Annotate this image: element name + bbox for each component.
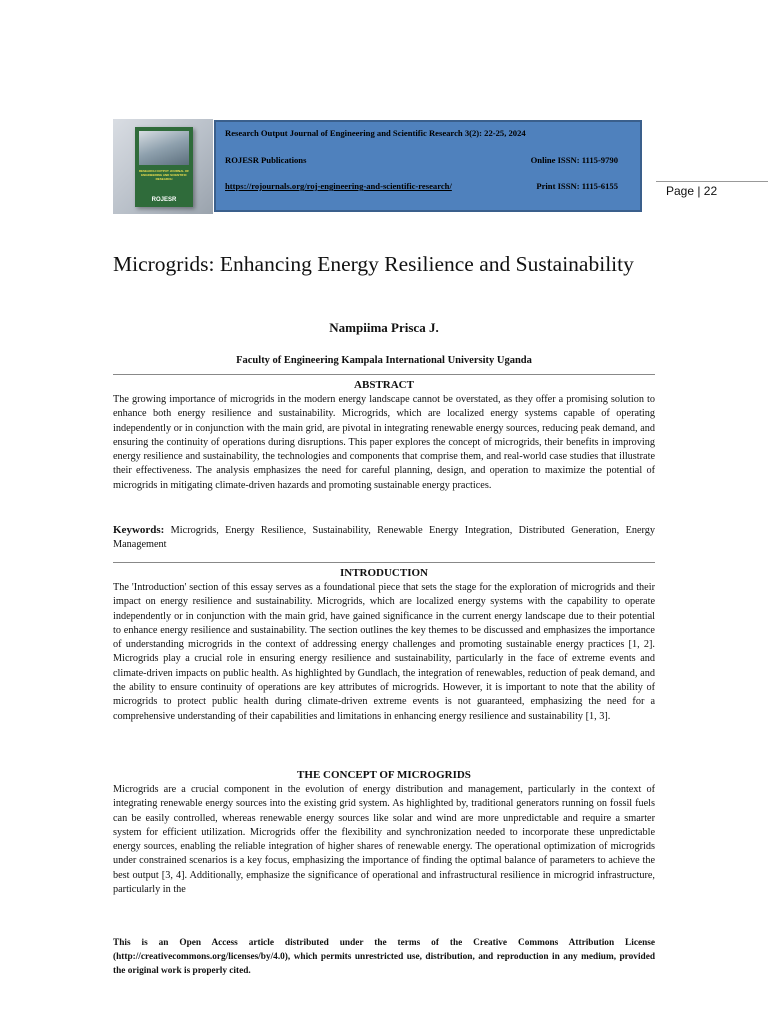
cover-title: RESEARCH OUTPUT JOURNAL OF ENGINEERING AND SCIENTIFIC RESEARCH [138,169,190,181]
paper-title: Microgrids: Enhancing Energy Resilience and Sustainability [113,252,634,276]
page-number: Page | 22 [666,184,718,198]
keywords-label: Keywords: [113,524,165,536]
journal-citation: Research Output Journal of Engineering and Scientific Research 3(2): 22-25, 2024 [225,128,526,138]
divider [113,374,655,375]
concept-heading: THE CONCEPT OF MICROGRIDS [297,769,471,781]
keywords-list: Microgrids, Energy Resilience, Sustainability, Renewable Energy Integration, Distributed Generation, Energy Management [113,525,655,551]
page-number-rule [656,181,768,182]
journal-banner [214,120,642,212]
publisher-name: ROJESR Publications [225,155,307,165]
cover-artwork [139,131,189,165]
cover-brand: ROJESR [151,197,177,203]
concept-body: Microgrids are a crucial component in the evolution of energy distribution and management, particularly in the context of integrating renewable energy sources into the existing grid system. As highlighted by, traditional generators running on fossil fuels can be easily controlled, whereas renewable energy sources like solar and wind are more unpredictable and require a smarter system for efficient utilization. Microgrids offer the flexibility and synchronization needed to incorporate these unpredictable energy sources, enabling the reliable integration of higher shares of renewable energy. The operational optimization of microgrids under constrained scenarios is a key focus, emphasizing the importance of finding the optimal balance of parameters to achieve the best output [3, 4]. Additionally, emphasize the significance of operational and infrastructural resilience in microgrid infrastructure, particularly in the [113,784,655,896]
print-issn: Print ISSN: 1115-6155 [536,181,618,191]
online-issn: Online ISSN: 1115-9790 [530,155,618,165]
abstract-body: The growing importance of microgrids in the modern energy landscape cannot be overstated, as they offer a promising solution to enhance both energy resilience and sustainability. Microgrids, which are localized energy systems capable of operating independently or in conjunction with the main grid, are pivotal in integrating renewable energy sources, reducing peak demand, and ensuring the continuity of operations during disruptions. This paper explores the concept of microgrids, their benefits in improving energy resilience and sustainability, the technologies and components that comprise them, and real-world case studies that illustrate their effectiveness. The analysis emphasizes the need for careful planning, design, and operation to maximize the potential of microgrids in mitigating climate-driven hazards and promoting sustainable energy practices. [113,394,655,491]
cover-book [135,127,193,207]
author-affiliation: Faculty of Engineering Kampala International University Uganda [236,355,532,366]
divider [113,562,655,563]
introduction-body: The 'Introduction' section of this essay serves as a foundational piece that sets the stage for the exploration of microgrids and their impact on energy resilience and sustainability. Microgrids, which are localized energy systems with the capability to operate independently or in conjunction with the main grid, have gained significance in the current energy landscape due to their potential to enhance energy resilience and sustainability. The section outlines the key themes to be discussed and emphasizes the importance of understanding microgrids in the context of addressing energy challenges and promoting sustainable energy practices [1, 2]. Microgrids play a crucial role in ensuring energy resilience and sustainability, particularly in the face of extreme events and climate-driven impacts on public health. As highlighted by Gundlach, the integration of renewables, reduction of peak demand, and the ability to ensure continuity of operations are key attributes of microgrids. However, it is important to note that the ability of microgrids to protect public health during climate-driven extreme events is not guaranteed, emphasizing the need for a comprehensive understanding of their capabilities and limitations in enhancing energy resilience and sustainability [1, 3]. [113,582,655,722]
journal-cover-image [113,119,213,214]
introduction-heading: INTRODUCTION [339,567,428,579]
license-notice: This is an Open Access article distributed under the terms of the Creative Commons Attribution License (http://creativecommons.org/licenses/by/4.0), which permits unrestricted use, distribution, and reproduction in any medium, provided the original work is properly cited. [113,938,655,976]
abstract-heading: ABSTRACT [354,379,414,391]
keywords [113,523,655,553]
journal-url-link[interactable]: https://rojournals.org/roj-engineering-and-scientific-research/ [225,181,452,191]
author-name: Nampiima Prisca J. [329,320,439,335]
